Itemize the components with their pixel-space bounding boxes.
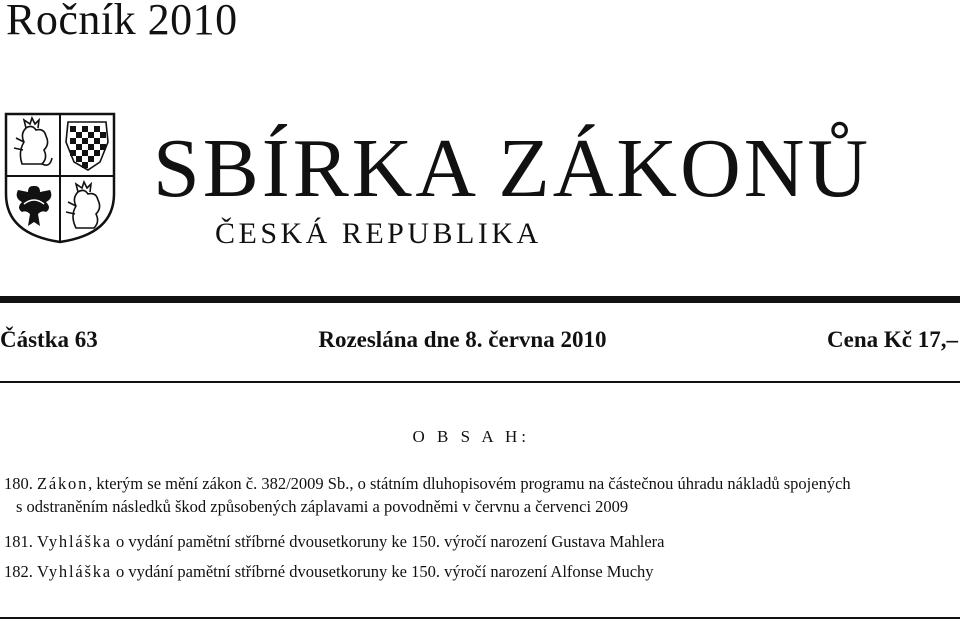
toc-item-182 xyxy=(4,560,654,583)
czech-coat-of-arms-icon xyxy=(4,112,116,244)
toc-item-181 xyxy=(4,530,665,553)
toc-heading: O B S A H: xyxy=(412,427,530,446)
toc-item-text: o vydání pamětní stříbrné dvousetkoruny ke 150. výročí narození Gustava Mahlera xyxy=(111,532,665,551)
volume-title: Ročník 2010 xyxy=(6,0,238,44)
toc-item-text-continued: s odstraněním následků škod způsobených záplavami a povodněmi v červnu a červenci 2009 xyxy=(16,497,629,516)
masthead-subtitle: ČESKÁ REPUBLIKA xyxy=(215,217,542,250)
toc-item-kind: Vyhláška xyxy=(37,532,112,551)
issue-price: Cena Kč 17,– xyxy=(827,327,958,352)
footer-rule xyxy=(0,617,960,619)
toc-item-number: 180. xyxy=(4,474,33,493)
toc-item-kind: Zákon xyxy=(37,474,89,493)
toc-item-number: 182. xyxy=(4,562,33,581)
issue-line xyxy=(0,327,958,353)
masthead-title: SBÍRKA ZÁKONŮ xyxy=(153,122,872,215)
masthead xyxy=(0,100,960,260)
header-rule xyxy=(0,296,960,303)
issue-part: Částka 63 xyxy=(0,327,98,352)
issue-rule xyxy=(0,381,960,383)
toc-item-number: 181. xyxy=(4,532,33,551)
toc-item-180 xyxy=(4,472,851,518)
toc-item-kind: Vyhláška xyxy=(37,562,112,581)
toc-item-text: , kterým se mění zákon č. 382/2009 Sb., o státním dluhopisovém programu na částečnou úhradu nákladů spojených xyxy=(88,474,851,493)
toc-item-text: o vydání pamětní stříbrné dvousetkoruny ke 150. výročí narození Alfonse Muchy xyxy=(111,562,654,581)
issue-distributed: Rozeslána dne 8. června 2010 xyxy=(318,327,607,352)
